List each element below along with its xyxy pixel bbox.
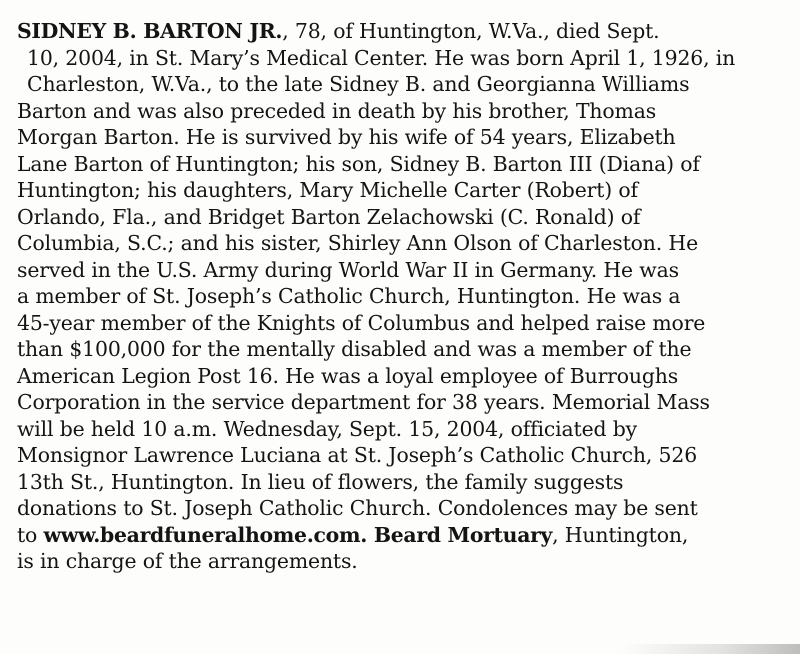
obituary-line xyxy=(17,98,787,125)
obituary-text-segment: donations to St. Joseph Catholic Church. Condolences may be sent xyxy=(17,496,698,520)
obituary-text-segment: will be held 10 a.m. Wednesday, Sept. 15, 2004, officiated by xyxy=(17,416,638,441)
obituary-text-segment: 10, 2004, in St. Mary’s Medical Center. He was born April 1, 1926, in xyxy=(27,45,736,70)
obituary-text-segment: , Huntington, xyxy=(552,522,689,547)
obituary-line xyxy=(17,45,787,72)
obituary-line xyxy=(17,230,787,257)
obituary-line xyxy=(17,336,787,363)
obituary-line xyxy=(17,177,787,204)
obituary-text-segment: Monsignor Lawrence Luciana at St. Joseph’s Catholic Church, 526 xyxy=(17,443,698,467)
obituary-line xyxy=(17,71,787,98)
obituary-text-segment: Barton and was also preceded in death by his brother, Thomas xyxy=(17,98,657,123)
obituary-text xyxy=(17,18,787,575)
obituary-bold-segment: www.beardfuneralhome.com. Beard Mortuary xyxy=(43,522,553,547)
obituary-text-segment: Lane Barton of Huntington; his son, Sidney B. Barton III (Diana) of xyxy=(17,151,700,176)
scan-edge-smudge xyxy=(620,644,800,654)
obituary-text-segment: Corporation in the service department for 38 years. Memorial Mass xyxy=(17,390,710,414)
obituary-text-segment: Morgan Barton. He is survived by his wife of 54 years, Elizabeth xyxy=(17,125,676,149)
obituary-line xyxy=(17,363,787,390)
obituary-text-segment: Huntington; his daughters, Mary Michelle Carter (Robert) of xyxy=(17,178,638,202)
obituary-text-segment: a member of St. Joseph’s Catholic Church, Huntington. He was a xyxy=(17,284,681,308)
obituary-line xyxy=(17,495,787,522)
obituary-line xyxy=(17,151,787,178)
obituary-line xyxy=(17,18,787,45)
obituary-text-segment: to xyxy=(17,522,44,547)
obituary-text-segment: Orlando, Fla., and Bridget Barton Zelachowski (C. Ronald) of xyxy=(17,204,641,229)
obituary-line xyxy=(17,124,787,151)
obituary-line xyxy=(17,204,787,231)
obituary-text-segment: is in charge of the arrangements. xyxy=(17,549,358,573)
obituary-line xyxy=(17,442,787,469)
obituary-line xyxy=(17,283,787,310)
obituary-line xyxy=(17,416,787,443)
obituary-line xyxy=(17,522,787,549)
obituary-line xyxy=(17,310,787,337)
obituary-text-segment: than $100,000 for the mentally disabled and was a member of the xyxy=(17,337,692,361)
obituary-text-segment: American Legion Post 16. He was a loyal employee of Burroughs xyxy=(17,363,679,388)
obituary-text-segment: served in the U.S. Army during World War II in Germany. He was xyxy=(17,257,679,282)
obituary-text-segment: Columbia, S.C.; and his sister, Shirley Ann Olson of Charleston. He xyxy=(17,231,698,255)
obituary-line xyxy=(17,548,787,575)
obituary-bold-segment: SIDNEY B. BARTON JR. xyxy=(17,19,283,43)
obituary-line xyxy=(17,257,787,284)
obituary-text-segment: Charleston, W.Va., to the late Sidney B. and Georgianna Williams xyxy=(27,72,690,96)
obituary-text-segment: 13th St., Huntington. In lieu of flowers, the family suggests xyxy=(17,469,624,494)
obituary-text-segment: , 78, of Huntington, W.Va., died Sept. xyxy=(282,19,660,43)
obituary-line xyxy=(17,469,787,496)
obituary-text-segment: 45-year member of the Knights of Columbus and helped raise more xyxy=(17,310,706,335)
obituary-line xyxy=(17,389,787,416)
